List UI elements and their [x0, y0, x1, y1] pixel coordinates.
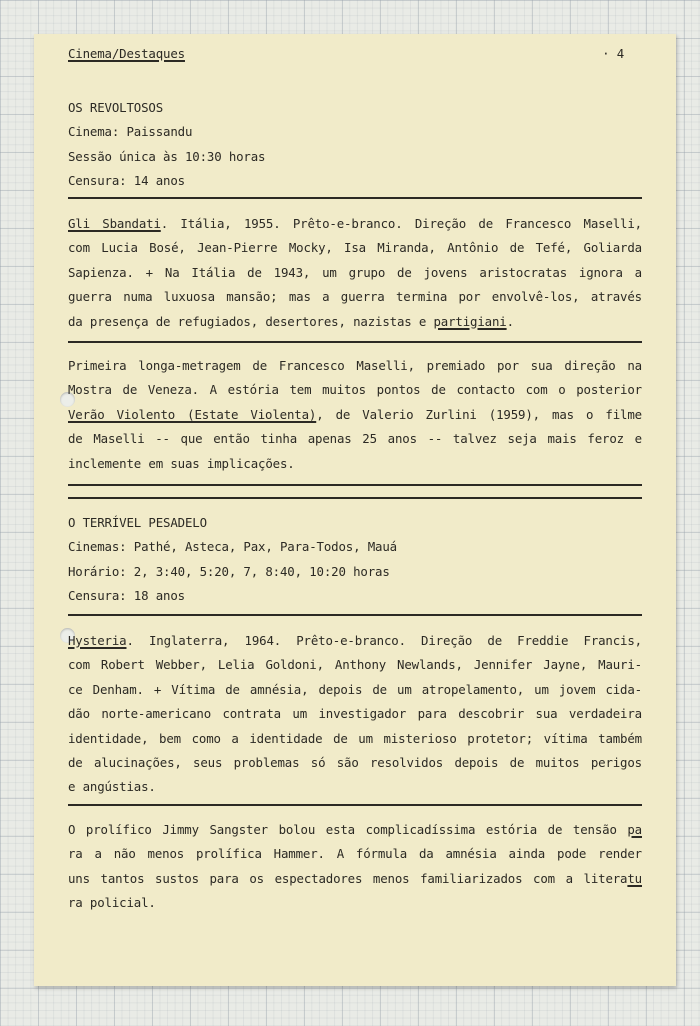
- original-title: Gli Sbandati: [68, 216, 161, 231]
- cinema-line: Cinema: Paissandu: [68, 124, 193, 140]
- schedule-line: Horário: 2, 3:40, 5:20, 7, 8:40, 10:20 horas: [68, 563, 390, 579]
- divider: [68, 804, 642, 806]
- page-number: · 4: [602, 46, 624, 61]
- film-1-review: Primeira longa-metragem de Francesco Maselli, premiado por sua direção na Mostra de Veneza. A estória tem muitos pontos de contacto com o posterior Verão Violento (Estate Violenta), de Valerio Zurlini (1959), mas o filme de Maselli -- que então tinha apenas 25 anos -- talvez seja mais feroz e inclemente em suas implicações.: [68, 358, 642, 471]
- divider: [68, 497, 642, 499]
- film-2-info: [68, 511, 642, 609]
- cinemas-line: Cinemas: Pathé, Asteca, Pax, Para-Todos, Mauá: [68, 539, 397, 555]
- film-2-review: O prolífico Jimmy Sangster bolou esta complicadíssima estória de tensão pa ra a não menos prolífica Hammer. A fórmula da amnésia ainda pode render uns tantos sustos para os espectadores menos familiarizados com a literatu ra policial.: [68, 822, 642, 911]
- film-2-synopsis: Hysteria. Inglaterra, 1964. Prêto-e-branco. Direção de Freddie Francis, com Robert Webber, Lelia Goldoni, Anthony Newlands, Jennifer Jayne, Mauri- ce Denham. + Vítima de amnésia, depois de um atropelamento, um jovem cida- dão norte-americano contrata um investigador para descobrir sua verdadeira identidade, bem como a identidade de um misterioso protetor; vítima também de alucinações, seus problemas só são resolvidos depois de muitos perigos e angústias.: [68, 633, 642, 795]
- italic-term: partigiani: [433, 313, 507, 329]
- divider: [68, 614, 642, 616]
- film-title: OS REVOLTOSOS: [68, 100, 164, 115]
- film-1-synopsis: Gli Sbandati. Itália, 1955. Prêto-e-branco. Direção de Francesco Maselli, com Lucia Bosé, Jean-Pierre Mocky, Isa Miranda, Antônio de Tefé, Goliarda Sapienza. + Na Itália de 1943, um grupo de jovens aristocratas ignora a guerra numa luxuosa mansão; mas a guerra termina por envolvê-los, através da presença de refugiados, desertores, nazistas e partigiani.: [68, 216, 642, 329]
- typewritten-sheet: [34, 34, 676, 986]
- divider: [68, 341, 642, 343]
- film-title: O TERRÍVEL PESADELO: [68, 515, 207, 530]
- session-line: Sessão única às 10:30 horas: [68, 148, 266, 164]
- divider: [68, 484, 642, 486]
- film-1-info: [68, 96, 642, 194]
- section-label: Cinema/Destaques: [68, 46, 185, 61]
- referenced-film-title: Verão Violento (Estate Violenta): [68, 406, 317, 422]
- censorship-line: Censura: 18 anos: [68, 588, 185, 604]
- original-title: Hysteria: [68, 633, 127, 648]
- page-header: [68, 46, 642, 70]
- divider: [68, 197, 642, 199]
- censorship-line: Censura: 14 anos: [68, 173, 185, 189]
